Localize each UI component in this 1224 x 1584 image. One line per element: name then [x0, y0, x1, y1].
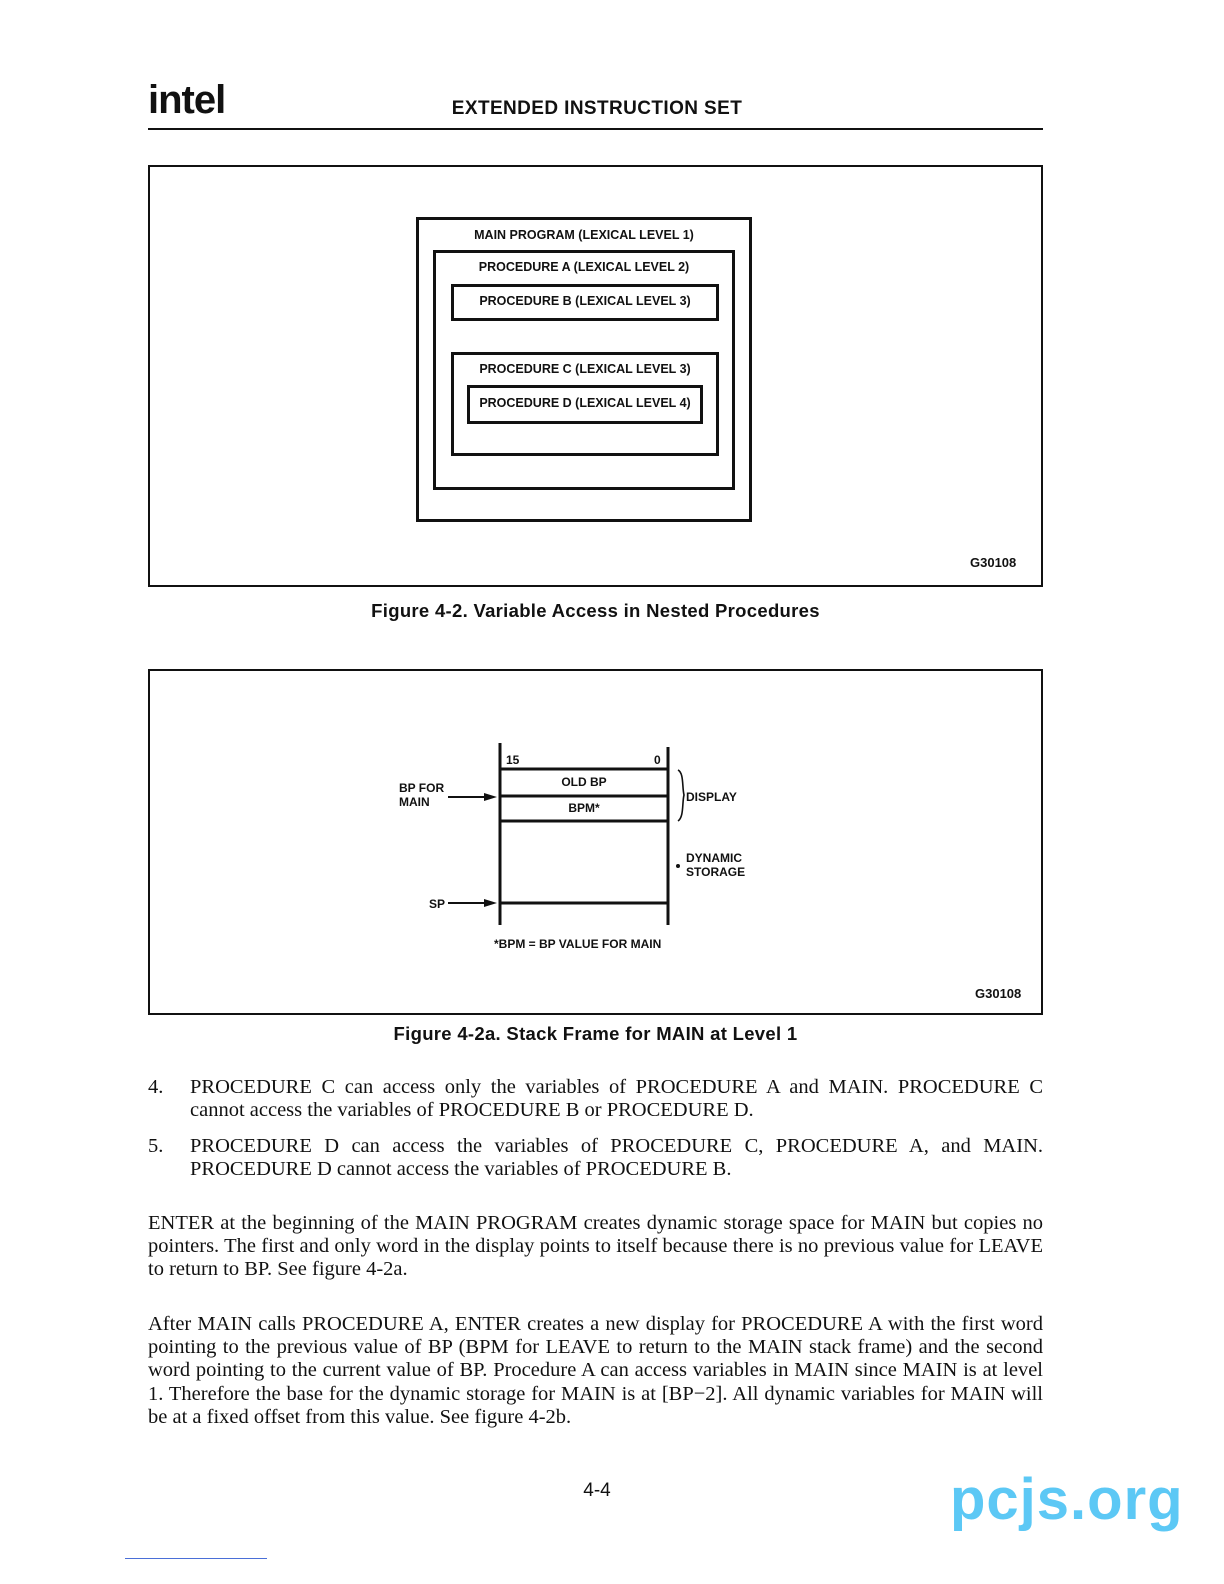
- sp-arrow-head: [484, 899, 497, 907]
- page-number: 4-4: [583, 1480, 611, 1501]
- paragraph-main-calls-a: After MAIN calls PROCEDURE A, ENTER creates a new display for PROCEDURE A with the first word pointing to the previous value of BP (BPM for LEAVE to return to the MAIN stack frame) and the second word pointing to the current value of BP. Procedure A can access variables in MAIN since MAIN is at level 1. Therefore the base for the dynamic storage for MAIN is at [BP−2]. All dynamic variables for MAIN will be at a fixed offset from this value. See figure 4-2b.: [148, 1313, 1043, 1428]
- bpm-footnote: *BPM = BP VALUE FOR MAIN: [494, 937, 662, 951]
- bp-arrow-head: [484, 793, 497, 801]
- header-rule: [148, 128, 1043, 130]
- figure-4-2a-code: G30108: [975, 986, 1022, 1001]
- display-label: DISPLAY: [686, 790, 737, 804]
- list-item-5-number: 5.: [148, 1135, 164, 1157]
- pcjs-watermark: pcjs.org: [950, 1467, 1184, 1532]
- procedure-b-label: PROCEDURE B (LEXICAL LEVEL 3): [479, 294, 691, 308]
- bp-for-main-label: BP FOR MAIN: [399, 781, 445, 809]
- intel-logo: intel: [148, 78, 226, 122]
- procedure-d-label: PROCEDURE D (LEXICAL LEVEL 4): [479, 396, 691, 410]
- bpm-label: BPM*: [568, 801, 600, 815]
- bit-label-low: 0: [654, 753, 661, 767]
- figure-4-2-caption: Figure 4-2. Variable Access in Nested Procedures: [371, 600, 820, 621]
- sp-label: SP: [429, 897, 446, 911]
- list-item-4-text: PROCEDURE C can access only the variables of PROCEDURE A and MAIN. PROCEDURE C cannot access the variables of PROCEDURE B or PROCEDURE D.: [190, 1076, 1043, 1122]
- dynamic-storage-label: DYNAMIC STORAGE: [686, 851, 746, 879]
- list-item-5-text: PROCEDURE D can access the variables of PROCEDURE C, PROCEDURE A, and MAIN. PROCEDURE D cannot access the variables of PROCEDURE B.: [190, 1135, 1043, 1181]
- display-brace: [678, 770, 684, 821]
- bit-label-high: 15: [506, 753, 520, 767]
- page-header-title: EXTENDED INSTRUCTION SET: [451, 98, 743, 119]
- dynamic-storage-dot: [676, 864, 680, 868]
- old-bp-label: OLD BP: [561, 775, 607, 789]
- bottom-link-underline: [125, 1558, 267, 1559]
- paragraph-enter-main: ENTER at the beginning of the MAIN PROGRAM creates dynamic storage space for MAIN but copies no pointers. The first and only word in the display points to itself because there is no previous value for LEAVE to return to BP. See figure 4-2a.: [148, 1212, 1043, 1281]
- figure-4-2a-caption: Figure 4-2a. Stack Frame for MAIN at Level 1: [393, 1023, 798, 1044]
- stack-frame-diagram: [380, 735, 800, 965]
- procedure-a-label: PROCEDURE A (LEXICAL LEVEL 2): [478, 260, 690, 274]
- figure-4-2-code: G30108: [970, 555, 1017, 570]
- main-program-label: MAIN PROGRAM (LEXICAL LEVEL 1): [474, 228, 694, 242]
- procedure-c-label: PROCEDURE C (LEXICAL LEVEL 3): [479, 362, 691, 376]
- list-item-4-number: 4.: [148, 1076, 164, 1098]
